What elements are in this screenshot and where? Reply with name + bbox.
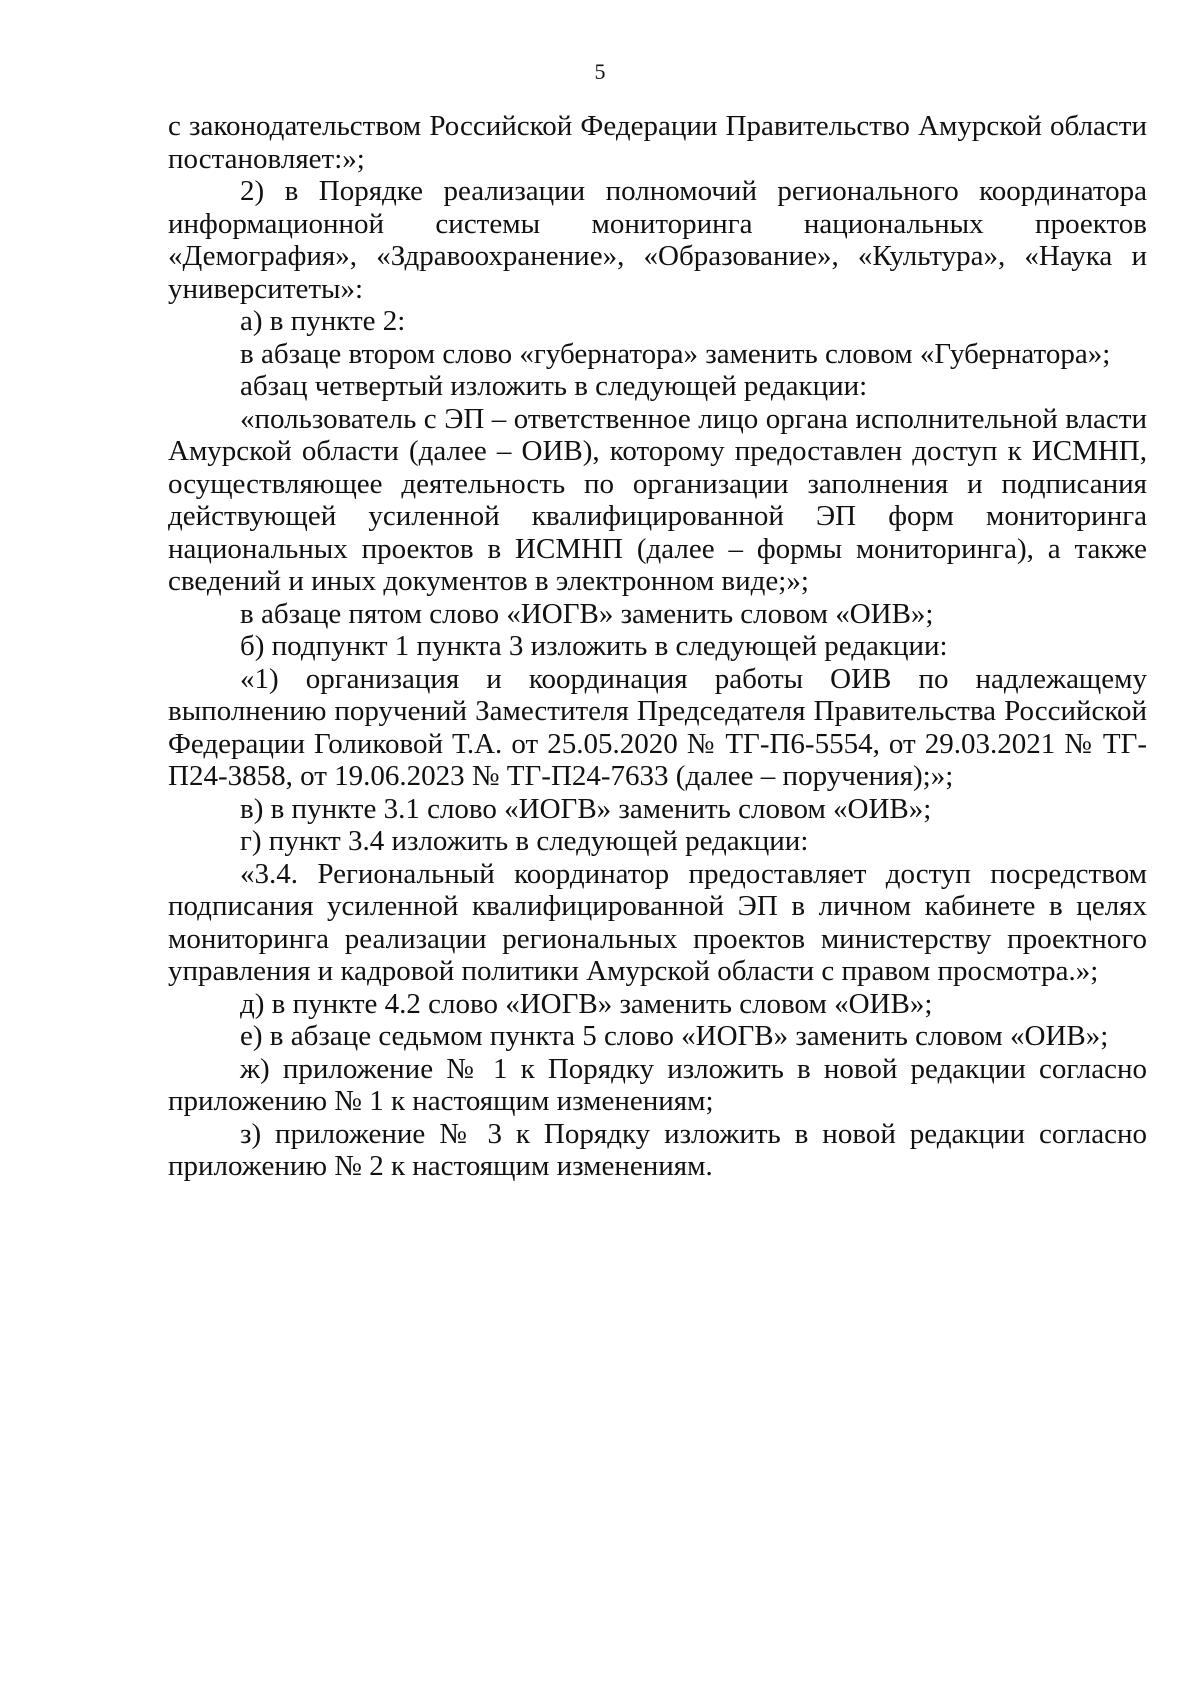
- paragraph-15: ж) приложение № 1 к Порядку изложить в новой редакции согласно приложению № 1 к настоящим изменениям;: [168, 1052, 1147, 1117]
- paragraph-7: в абзаце пятом слово «ИОГВ» заменить словом «ОИВ»;: [240, 597, 934, 630]
- paragraph-10: в) в пункте 3.1 слово «ИОГВ» заменить словом «ОИВ»;: [240, 792, 932, 825]
- paragraph-2: 2) в Порядке реализации полномочий регионального координатора информационной системы мониторинга национальных проектов «Демография», «Здравоохранение», «Образование», «Культура», «Наука и университеты»:: [168, 175, 1147, 305]
- paragraph-4: в абзаце втором слово «губернатора» заменить словом «Губернатора»;: [240, 337, 1111, 370]
- paragraph-8: б) подпункт 1 пункта 3 изложить в следующей редакции:: [240, 630, 948, 662]
- paragraph-12: «3.4. Региональный координатор предоставляет доступ посредством подписания усиленной квалифицированной ЭП в личном кабинете в целях мониторинга реализации региональных проектов министерству проектного управления и кадровой политики Амурской области с правом просмотра.»;: [168, 857, 1147, 987]
- paragraph-14: е) в абзаце седьмом пункта 5 слово «ИОГВ» заменить словом «ОИВ»;: [240, 1020, 1109, 1052]
- paragraph-16: з) приложение № 3 к Порядку изложить в новой редакции согласно приложению № 2 к настоящим изменениям.: [168, 1117, 1147, 1182]
- paragraph-13: д) в пункте 4.2 слово «ИОГВ» заменить словом «ОИВ»;: [240, 987, 933, 1020]
- paragraph-3: а) в пункте 2:: [240, 305, 406, 337]
- document-body: [168, 110, 1147, 1183]
- page-number: 5: [594, 59, 606, 84]
- paragraph-5: абзац четвертый изложить в следующей редакции:: [240, 370, 868, 402]
- paragraph-9: «1) организация и координация работы ОИВ по надлежащему выполнению поручений Заместителя Председателя Правительства Российской Федерации Голиковой Т.А. от 25.05.2020 № ТГ-П6-5554, от 29.03.2021 № ТГ-П24-3858, от 19.06.2023 № ТГ-П24-7633 (далее – поручения);»;: [168, 662, 1147, 792]
- paragraph-1: с законодательством Российской Федерации Правительство Амурской области постановляет:»;: [168, 110, 1147, 175]
- paragraph-11: г) пункт 3.4 изложить в следующей редакции:: [240, 825, 809, 857]
- paragraph-6: «пользователь с ЭП – ответственное лицо органа исполнительной власти Амурской области (далее – ОИВ), которому предоставлен доступ к ИСМНП, осуществляющее деятельность по организации заполнения и подписания действующей усиленной квалифицированной ЭП форм мониторинга национальных проектов в ИСМНП (далее – формы мониторинга), а также сведений и иных документов в электронном виде;»;: [168, 402, 1147, 597]
